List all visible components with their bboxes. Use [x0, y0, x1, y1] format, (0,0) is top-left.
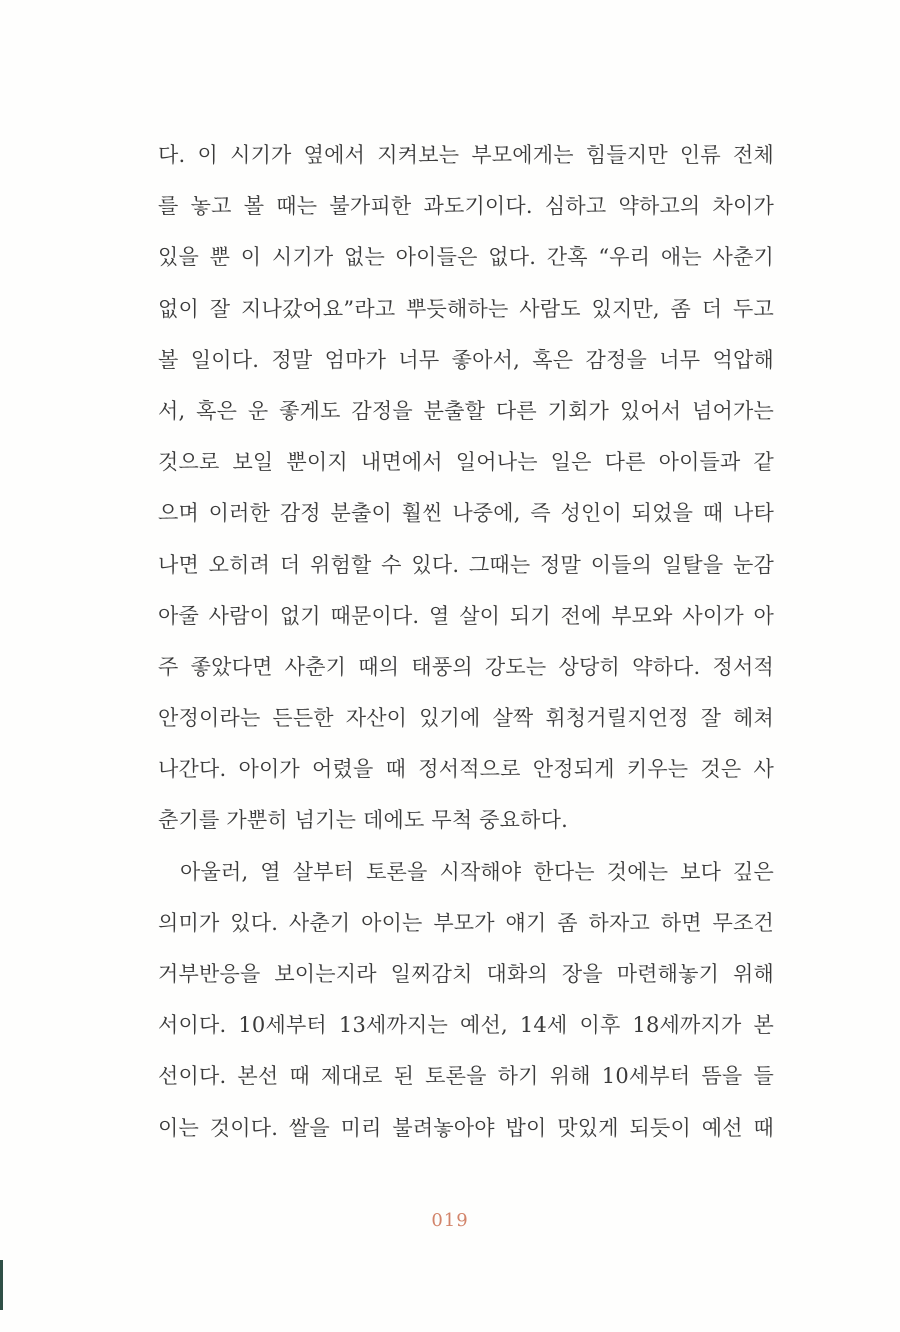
text-line: 를 놓고 볼 때는 불가피한 과도기이다. 심하고 약하고의 차이가 [158, 194, 774, 219]
text-line: 아줄 사람이 없기 때문이다. 열 살이 되기 전에 부모와 사이가 아 [158, 603, 774, 628]
text-line: 없이 잘 지나갔어요”라고 뿌듯해하는 사람도 있지만, 좀 더 두고 [158, 296, 774, 321]
text-line: 선이다. 본선 때 제대로 된 토론을 하기 위해 10세부터 뜸을 들 [158, 1064, 774, 1089]
page-edge-mark [0, 1260, 3, 1310]
text-line: 의미가 있다. 사춘기 아이는 부모가 얘기 좀 하자고 하면 무조건 [158, 910, 774, 935]
text-line: 있을 뿐 이 시기가 없는 아이들은 없다. 간혹 “우리 애는 사춘기 [158, 245, 774, 270]
text-line: 나면 오히려 더 위험할 수 있다. 그때는 정말 이들의 일탈을 눈감 [158, 552, 774, 577]
text-line: 아울러, 열 살부터 토론을 시작해야 한다는 것에는 보다 깊은 [180, 859, 774, 884]
text-line: 나간다. 아이가 어렸을 때 정서적으로 안정되게 키우는 것은 사 [158, 757, 774, 782]
text-line: 춘기를 가뿐히 넘기는 데에도 무척 중요하다. [158, 808, 568, 833]
text-line: 볼 일이다. 정말 엄마가 너무 좋아서, 혹은 감정을 너무 억압해 [158, 347, 774, 372]
text-line: 거부반응을 보이는지라 일찌감치 대화의 장을 마련해놓기 위해 [158, 962, 774, 986]
text-line: 안정이라는 든든한 자산이 있기에 살짝 휘청거릴지언정 잘 헤쳐 [158, 706, 774, 731]
text-line: 으며 이러한 감정 분출이 훨씬 나중에, 즉 성인이 되었을 때 나타 [158, 501, 774, 526]
text-line: 주 좋았다면 사춘기 때의 태풍의 강도는 상당히 약하다. 정서적 [158, 654, 774, 679]
text-line: 다. 이 시기가 옆에서 지켜보는 부모에게는 힘들지만 인류 전체 [158, 143, 774, 167]
body-text [158, 130, 774, 1154]
text-line: 서이다. 10세부터 13세까지는 예선, 14세 이후 18세까지가 본 [158, 1013, 774, 1038]
page-number: 019 [431, 1210, 469, 1231]
text-line: 서, 혹은 운 좋게도 감정을 분출할 다른 기회가 있어서 넘어가는 [158, 398, 774, 423]
text-line: 것으로 보일 뿐이지 내면에서 일어나는 일은 다른 아이들과 같 [158, 450, 774, 475]
paragraph-2 [158, 847, 774, 1154]
text-line: 이는 것이다. 쌀을 미리 불려놓아야 밥이 맛있게 되듯이 예선 때 [158, 1115, 774, 1140]
paragraph-1 [158, 130, 774, 847]
